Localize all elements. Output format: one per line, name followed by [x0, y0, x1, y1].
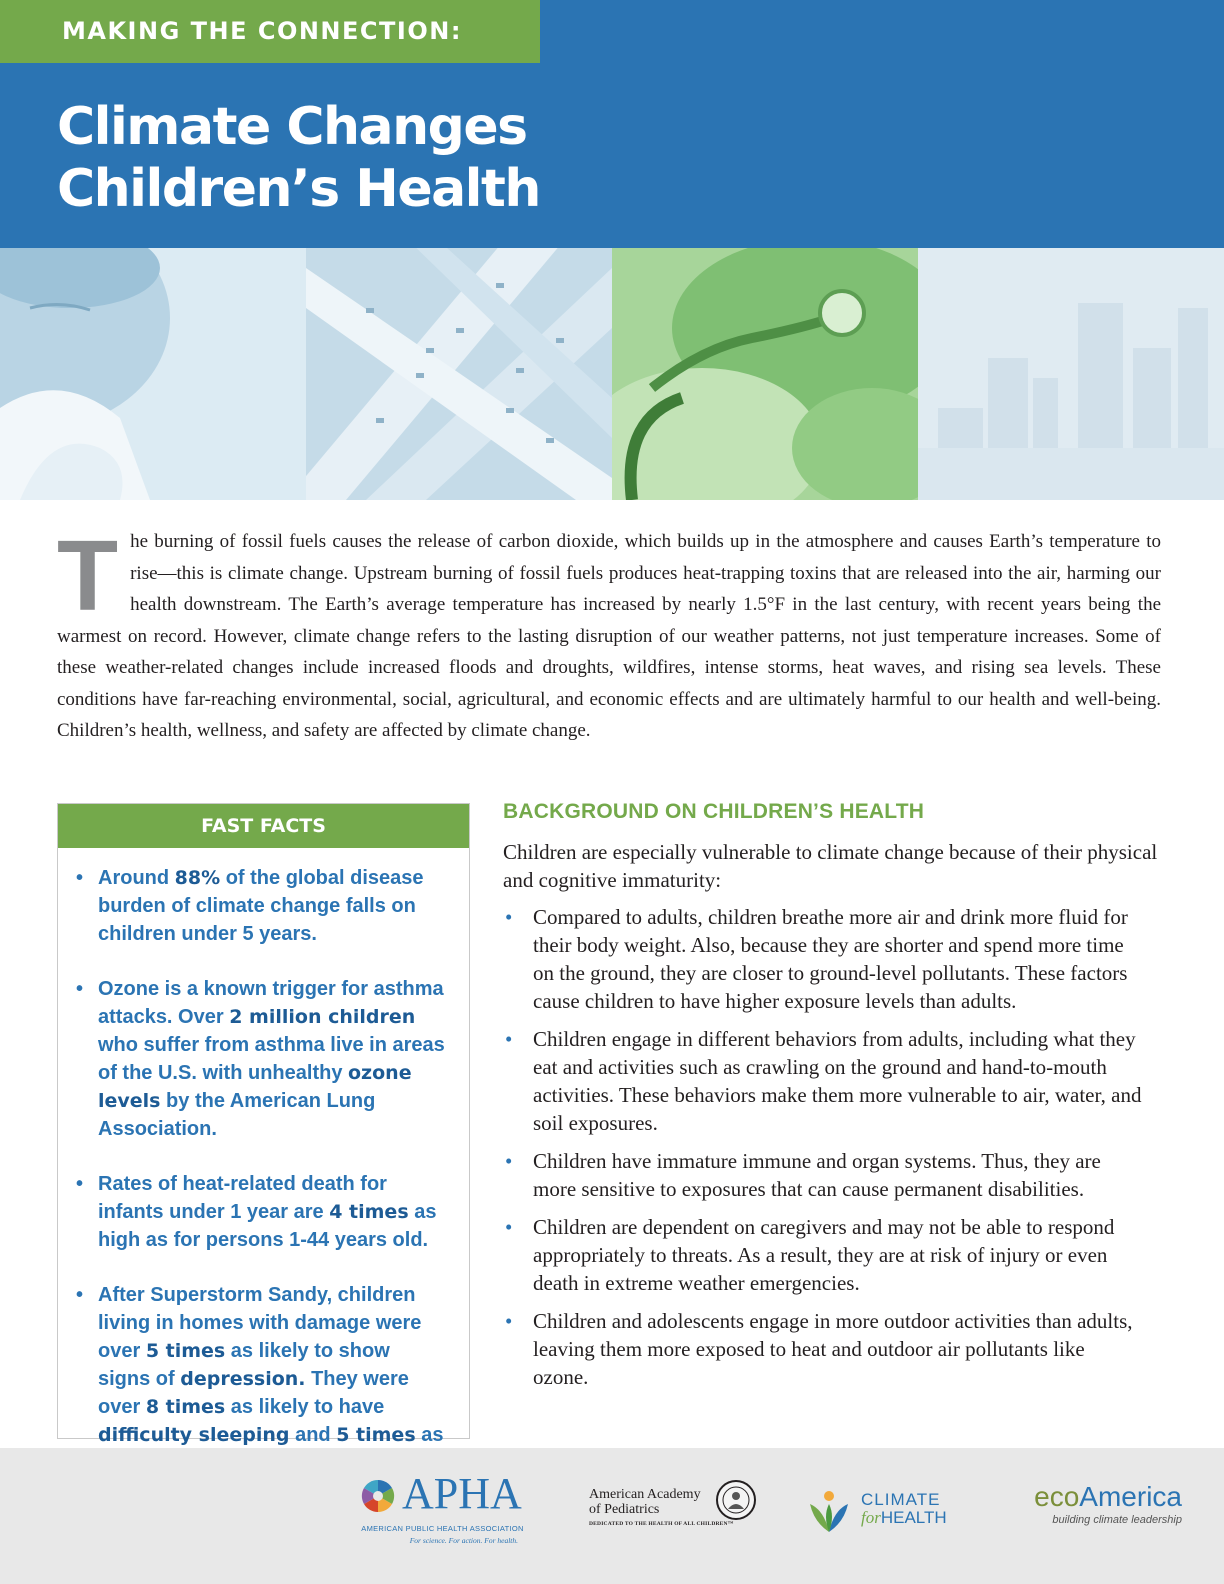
- apha-pinwheel-icon: [360, 1478, 396, 1514]
- fast-facts-list: [58, 848, 469, 1477]
- intro-paragraph: [57, 520, 1161, 747]
- background-item: • Children are dependent on caregivers and may not be able to respond appropriately to threats. As a result, they are at risk of injury or even death in extreme weather emergencies.: [503, 1213, 1143, 1297]
- cfh-line-1: CLIMATE: [861, 1490, 941, 1509]
- background-list: [503, 903, 1143, 1401]
- intro-text: he burning of fossil fuels causes the release of carbon dioxide, which builds up in the atmosphere and causes Earth’s temperature to rise—this is climate change. Upstream burning of fossil fuels produces heat-trapping toxins that are released into the air, harming our health downstream. The Earth’s average temperature has increased by nearly 1.5°F in the last century, with recent years being the warmest on record. However, climate change refers to the lasting disruption of our weather patterns, not just temperature increases. Some of these weather-related changes include increased floods and droughts, wildfires, intense storms, heat waves, and rising sea levels. These conditions have far-reaching environmental, social, agricultural, and economic effects and are ultimately harmful to our health and well-being. Children’s health, wellness, and safety are affected by climate change.: [57, 531, 1161, 741]
- background-title: BACKGROUND ON CHILDREN’S HEALTH: [503, 800, 925, 823]
- ecoamerica-logo: [1012, 1482, 1182, 1526]
- background-lead: Children are especially vulnerable to climate change because of their physical and cognitive immaturity:: [503, 840, 1158, 892]
- drop-cap: T: [57, 520, 119, 632]
- aap-name: American Academy of Pediatrics: [589, 1487, 701, 1517]
- stethoscope-child-photo: [612, 248, 918, 500]
- apha-wordmark: APHA: [402, 1469, 522, 1518]
- aap-logo: [589, 1487, 769, 1527]
- background-item: • Children and adolescents engage in more outdoor activities than adults, leaving them more exposed to heat and outdoor air pollutants like ozone.: [503, 1307, 1143, 1391]
- page-title-line-2: Children’s Health: [57, 159, 540, 219]
- aap-seal-icon: [715, 1479, 757, 1521]
- background-item: • Compared to adults, children breathe more air and drink more fluid for their body weight. Also, because they are shorter and spend more time on the ground, they are closer to ground-level pollutants. These factors cause children to have higher exposure levels than adults.: [503, 903, 1143, 1015]
- fast-facts-box: [57, 803, 470, 1446]
- smoggy-city-photo: [918, 248, 1224, 500]
- fast-fact-item: • Rates of heat-related death for infants under 1 year are 4 times as high as for persons 1-44 years old.: [74, 1170, 447, 1254]
- page-title-line-1: Climate Changes: [57, 97, 527, 157]
- leaf-figure-icon: [806, 1488, 852, 1534]
- header-kicker: MAKING THE CONNECTION:: [0, 0, 540, 63]
- fast-fact-item: • After Superstorm Sandy, children living in homes with damage were over 5 times as likely to show signs of depression. They were over 8 times as likely to have difficulty sleeping and 5 times as: [74, 1281, 447, 1477]
- apha-tagline: For science. For action. For health.: [409, 1536, 518, 1545]
- background-item: • Children engage in different behaviors from adults, including what they eat and activities such as crawling on the ground and hand-to-mouth activities. These behaviors make them more vulnerable to air, water, and soil exposures.: [503, 1025, 1143, 1137]
- fast-fact-item: • Around 88% of the global disease burden of climate change falls on children under 5 years.: [74, 864, 447, 948]
- fast-facts-title: FAST FACTS: [58, 804, 469, 848]
- fast-fact-item: • Ozone is a known trigger for asthma attacks. Over 2 million children who suffer from asthma live in areas of the U.S. with unhealthy ozone levels by the American Lung Association.: [74, 975, 447, 1143]
- background-item: • Children have immature immune and organ systems. Thus, they are more sensitive to exposures that can cause permanent disabilities.: [503, 1147, 1143, 1203]
- ecoamerica-tagline: building climate leadership: [1052, 1514, 1182, 1526]
- highway-interchange-photo: [306, 248, 612, 500]
- photo-strip: [0, 248, 1224, 500]
- footer-logos: [0, 1448, 1224, 1584]
- ecoamerica-wordmark: ecoAmerica: [1034, 1481, 1182, 1512]
- person-sneezing-photo: [0, 248, 306, 500]
- cfh-line-2: forHEALTH: [861, 1508, 947, 1527]
- apha-full-name: AMERICAN PUBLIC HEALTH ASSOCIATION: [361, 1524, 524, 1533]
- aap-tagline: DEDICATED TO THE HEALTH OF ALL CHILDREN™: [589, 1521, 734, 1527]
- page-title: [57, 96, 540, 220]
